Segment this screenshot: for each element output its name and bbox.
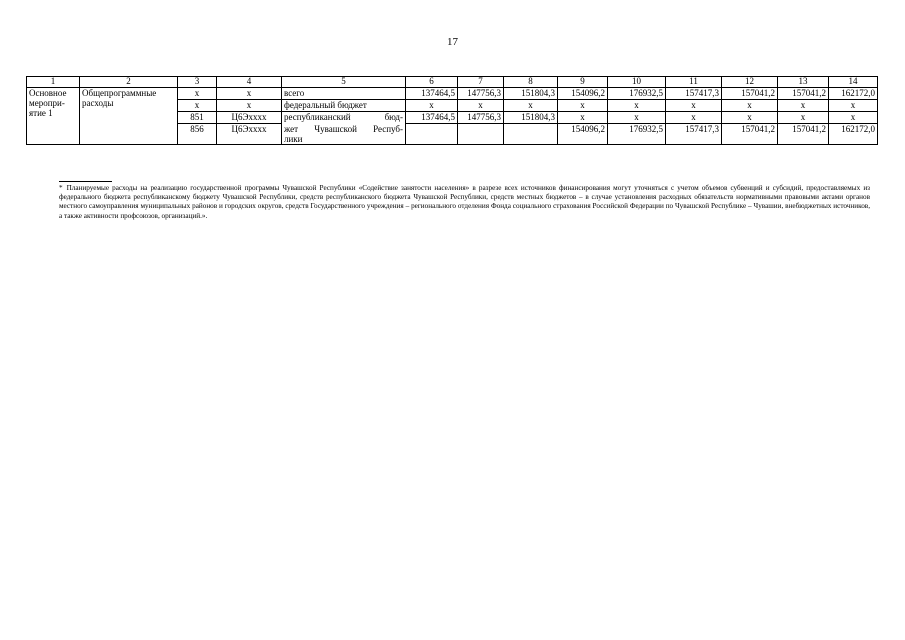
value-cell: x xyxy=(829,112,878,124)
target-code-cell: Ц6Эxxxx xyxy=(217,112,282,124)
source-line: лики xyxy=(284,133,303,144)
target-code-cell: x xyxy=(217,100,282,112)
header-cell: 9 xyxy=(558,77,608,88)
value-cell xyxy=(458,124,504,145)
event-name-line: ятие 1 xyxy=(29,108,53,118)
event-name-line: меропри- xyxy=(29,98,65,108)
value-cell: x xyxy=(829,100,878,112)
value-cell: 157417,3 xyxy=(666,124,722,145)
target-code-cell: x xyxy=(217,88,282,100)
value-cell: x xyxy=(608,112,666,124)
footnote-text: Планируемые расходы на реализацию государственной программы Чувашской Республики «Содействие занятости населения» в разрезе всех источников финансирования могут уточняться с учетом объемов субвенций и субсидий, предоставляемых из федерального бюджета республиканскому бюджету Чувашской Республики, средств республиканского бюджета Чувашской Республики, средств местных бюджетов – в случае установления расходных обязательств нормативными правовыми актами органов местного самоуправления муниципальных районов и городских округов, средств Государственного учреждения – регионального отделения Фонда социального страхования Российской Федерации по Чувашской Республике – Чувашии, внебюджетных источников, а также активности профсоюзов, организаций.». xyxy=(59,184,870,220)
grbs-cell: 851 xyxy=(178,112,217,124)
source-line: жет Чувашской Респуб- xyxy=(284,123,403,134)
page-number: 17 xyxy=(447,36,458,48)
event-name-cell xyxy=(27,88,80,145)
value-cell xyxy=(504,124,558,145)
source-cell: федеральный бюджет xyxy=(282,100,406,112)
header-cell: 13 xyxy=(778,77,829,88)
value-cell: 176932,5 xyxy=(608,124,666,145)
header-cell: 11 xyxy=(666,77,722,88)
grbs-cell: x xyxy=(178,100,217,112)
value-cell: 157041,2 xyxy=(778,88,829,100)
value-cell: x xyxy=(778,100,829,112)
header-cell: 1 xyxy=(27,77,80,88)
header-cell: 14 xyxy=(829,77,878,88)
value-cell: 147756,3 xyxy=(458,88,504,100)
header-cell: 5 xyxy=(282,77,406,88)
value-cell: x xyxy=(666,100,722,112)
value-cell: x xyxy=(722,100,778,112)
table-header-row xyxy=(27,77,878,88)
value-cell: 176932,5 xyxy=(608,88,666,100)
value-cell: x xyxy=(458,100,504,112)
value-cell: 154096,2 xyxy=(558,88,608,100)
value-cell: x xyxy=(722,112,778,124)
value-cell: x xyxy=(504,100,558,112)
value-cell: 154096,2 xyxy=(558,124,608,145)
value-cell: 162172,0 xyxy=(829,88,878,100)
value-cell: 157417,3 xyxy=(666,88,722,100)
value-cell: x xyxy=(666,112,722,124)
value-cell: 137464,5 xyxy=(406,112,458,124)
value-cell xyxy=(406,124,458,145)
value-cell: 151804,3 xyxy=(504,112,558,124)
footnote xyxy=(59,184,870,221)
value-cell: x xyxy=(406,100,458,112)
value-cell: 162172,0 xyxy=(829,124,878,145)
value-cell: 137464,5 xyxy=(406,88,458,100)
event-name-line: Основное xyxy=(29,88,67,98)
header-cell: 2 xyxy=(80,77,178,88)
budget-table xyxy=(26,76,878,145)
header-cell: 6 xyxy=(406,77,458,88)
event-title-line: расходы xyxy=(82,98,114,108)
event-title-cell xyxy=(80,88,178,145)
table-row xyxy=(27,88,878,100)
grbs-cell: 856 xyxy=(178,124,217,145)
source-cell: всего xyxy=(282,88,406,100)
value-cell: x xyxy=(778,112,829,124)
header-cell: 7 xyxy=(458,77,504,88)
value-cell: 147756,3 xyxy=(458,112,504,124)
header-cell: 8 xyxy=(504,77,558,88)
header-cell: 12 xyxy=(722,77,778,88)
target-code-cell: Ц6Эxxxx xyxy=(217,124,282,145)
value-cell: x xyxy=(558,112,608,124)
value-cell: 157041,2 xyxy=(722,124,778,145)
header-cell: 3 xyxy=(178,77,217,88)
value-cell: 151804,3 xyxy=(504,88,558,100)
value-cell: x xyxy=(558,100,608,112)
source-cell: республиканский бюд- xyxy=(282,112,406,124)
footnote-mark: * xyxy=(59,184,63,192)
value-cell: 157041,2 xyxy=(722,88,778,100)
header-cell: 4 xyxy=(217,77,282,88)
value-cell: 157041,2 xyxy=(778,124,829,145)
grbs-cell: x xyxy=(178,88,217,100)
header-cell: 10 xyxy=(608,77,666,88)
value-cell: x xyxy=(608,100,666,112)
footnote-divider xyxy=(59,181,112,182)
event-title-line: Общепрограммные xyxy=(82,88,157,98)
source-cell xyxy=(282,124,406,145)
